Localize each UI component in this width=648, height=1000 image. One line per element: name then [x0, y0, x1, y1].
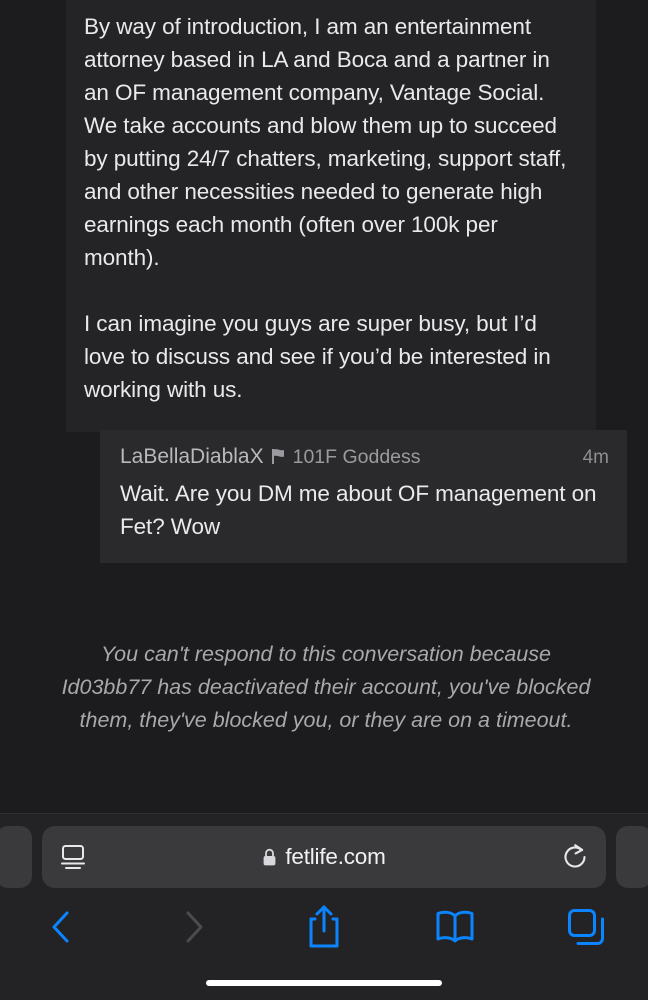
back-button[interactable] — [34, 899, 90, 955]
address-bar-row — [0, 826, 648, 888]
lock-icon — [262, 848, 277, 867]
home-indicator[interactable] — [206, 980, 442, 986]
reload-icon[interactable] — [560, 842, 590, 872]
flag-icon — [271, 446, 286, 463]
browser-toolbar — [0, 888, 648, 966]
address-bar[interactable] — [42, 826, 606, 888]
share-button[interactable] — [296, 899, 352, 955]
message-bubble-outgoing — [66, 0, 596, 432]
bookmarks-button[interactable] — [427, 899, 483, 955]
message-text: Wait. Are you DM me about OF management on Fet? Wow — [120, 481, 597, 539]
message-paragraph: I can imagine you guys are super busy, but I’d love to discuss and see if you’d be interested in working with us. — [84, 311, 551, 402]
message-header — [120, 444, 609, 471]
message-paragraph: By way of introduction, I am an entertainment attorney based in LA and Boca and a partner in an OF management company, Vantage Social. We take accounts and blow them up to succeed by putting 24/7 chatters, marketing, support staff, and other necessities needed to generate high earnings each month (often over 100k per month). — [84, 14, 567, 270]
previous-tab-preview[interactable] — [0, 826, 32, 888]
url-text: fetlife.com — [285, 844, 386, 869]
forward-button[interactable] — [165, 899, 221, 955]
reader-view-icon[interactable] — [58, 842, 88, 872]
next-tab-preview[interactable] — [616, 826, 648, 888]
message-author-meta: 101F Goddess — [292, 446, 421, 468]
conversation-blocked-notice: You can't respond to this conversation because Id03bb77 has deactivated their account, you've blocked them, they've blocked you, or they are on a timeout. — [61, 642, 591, 732]
message-timestamp: 4m — [582, 447, 609, 468]
message-bubble-incoming — [100, 430, 627, 563]
home-indicator-area — [0, 966, 648, 1000]
browser-bottom-bar — [0, 813, 648, 1000]
tabs-button[interactable] — [558, 899, 614, 955]
message-author[interactable]: LaBellaDiablaX — [120, 445, 264, 468]
address-bar-content[interactable] — [88, 844, 560, 870]
